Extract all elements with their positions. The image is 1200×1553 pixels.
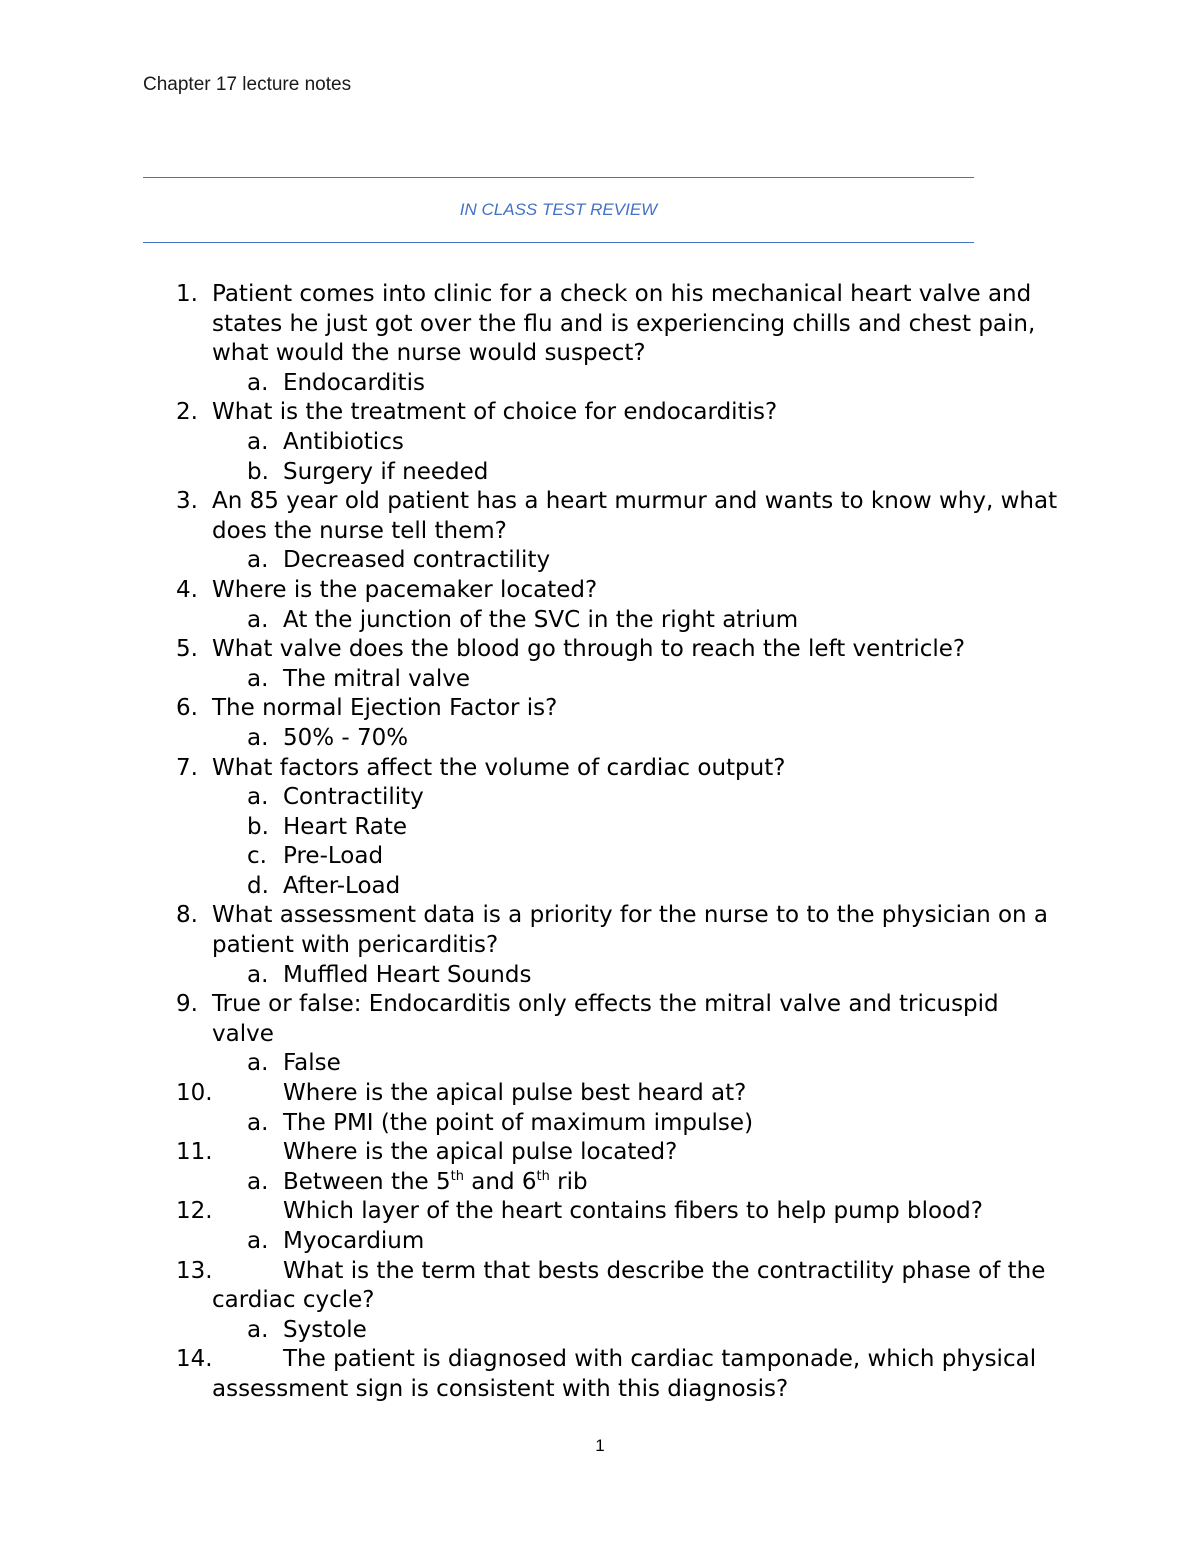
question-item xyxy=(0,901,1200,990)
question-number: 14. xyxy=(176,1346,213,1373)
answer-letter: a. xyxy=(247,784,269,811)
question-text: True or false: Endocarditis only effects the mitral valve and tricuspid valve xyxy=(212,991,999,1047)
answer-list xyxy=(0,724,1200,754)
bottom-divider xyxy=(143,242,974,243)
question-text: What assessment data is a priority for the nurse to to the physician on a patient with pericarditis? xyxy=(212,902,1049,959)
answer-letter: a. xyxy=(247,1228,269,1254)
answer-letter: a. xyxy=(247,1109,269,1136)
answer-item xyxy=(0,961,1200,991)
question-item xyxy=(0,1197,1200,1256)
answer-letter: a. xyxy=(247,369,269,396)
answer-text: Myocardium xyxy=(283,1228,425,1254)
question-text: The patient is diagnosed with cardiac tamponade, which physical assessment sign is consistent with this diagnosis? xyxy=(212,1346,1037,1402)
question-number: 3. xyxy=(176,488,198,515)
question-item xyxy=(0,990,1200,1079)
answer-text: Decreased contractility xyxy=(283,547,551,574)
answer-item xyxy=(0,458,1200,488)
answer-text: Antibiotics xyxy=(283,428,404,455)
answer-text: The PMI (the point of maximum impulse) xyxy=(283,1109,754,1136)
answer-letter: b. xyxy=(247,813,269,840)
answer-list xyxy=(0,546,1200,576)
answer-list xyxy=(0,1227,1200,1257)
answer-item xyxy=(0,1227,1200,1257)
question-number: 9. xyxy=(176,991,198,1018)
question-number: 8. xyxy=(176,902,198,929)
answer-list xyxy=(0,606,1200,636)
question-text: Patient comes into clinic for a check on his mechanical heart valve and states he just got over the flu and is experiencing chills and chest pain, what would the nurse would suspect? xyxy=(212,281,1036,367)
answer-letter: d. xyxy=(247,872,269,899)
answer-text: Endocarditis xyxy=(283,369,425,396)
answer-list xyxy=(0,961,1200,991)
question-text: Where is the apical pulse best heard at? xyxy=(283,1080,747,1107)
answer-item xyxy=(0,1316,1200,1346)
answer-text: Heart Rate xyxy=(283,813,408,840)
answer-list xyxy=(0,1049,1200,1079)
answer-text: False xyxy=(283,1050,341,1077)
question-text: Where is the apical pulse located? xyxy=(283,1139,678,1166)
answer-item xyxy=(0,606,1200,636)
answer-letter: a. xyxy=(247,547,269,574)
answer-item xyxy=(0,872,1200,902)
question-number: 5. xyxy=(176,636,198,663)
question-number: 2. xyxy=(176,399,198,426)
page-number: 1 xyxy=(595,1436,605,1455)
question-number: 11. xyxy=(176,1139,213,1166)
answer-item xyxy=(0,665,1200,695)
answer-letter: a. xyxy=(247,961,269,988)
running-header: Chapter 17 lecture notes xyxy=(143,74,352,95)
answer-letter: a. xyxy=(247,428,269,455)
question-item xyxy=(0,1345,1200,1404)
answer-item xyxy=(0,1168,1200,1198)
question-item xyxy=(0,280,1200,398)
answer-item xyxy=(0,783,1200,813)
answer-text: Surgery if needed xyxy=(283,458,489,485)
answer-item xyxy=(0,842,1200,872)
question-item xyxy=(0,398,1200,487)
answer-text: The mitral valve xyxy=(283,665,471,692)
answer-text: After-Load xyxy=(283,872,401,899)
answer-text: 50% - 70% xyxy=(283,724,409,751)
answer-list xyxy=(0,1109,1200,1139)
section-title: IN CLASS TEST REVIEW xyxy=(459,200,658,219)
answer-letter: a. xyxy=(247,724,269,751)
question-item xyxy=(0,576,1200,635)
question-text: What is the term that bests describe the contractility phase of the cardiac cycle? xyxy=(212,1257,1046,1314)
answer-text: Contractility xyxy=(283,784,424,811)
answer-item xyxy=(0,428,1200,458)
question-item xyxy=(0,1257,1200,1346)
question-item xyxy=(0,1138,1200,1197)
answer-item xyxy=(0,724,1200,754)
top-divider xyxy=(143,177,974,178)
answer-item xyxy=(0,369,1200,399)
answer-list xyxy=(0,428,1200,487)
answer-text: Pre-Load xyxy=(283,843,384,870)
answer-text: At the junction of the SVC in the right atrium xyxy=(283,606,799,633)
answer-item xyxy=(0,813,1200,843)
answer-letter: c. xyxy=(247,843,267,870)
question-number: 4. xyxy=(176,576,198,603)
answer-list xyxy=(0,1168,1200,1198)
question-item xyxy=(0,487,1200,576)
question-number: 12. xyxy=(176,1198,213,1225)
answer-letter: a. xyxy=(247,1316,269,1343)
answer-text: Muffled Heart Sounds xyxy=(283,961,532,988)
question-text: An 85 year old patient has a heart murmur and wants to know why, what does the nurse tell them? xyxy=(212,488,1058,544)
question-item xyxy=(0,754,1200,902)
answer-item xyxy=(0,1049,1200,1079)
answer-list xyxy=(0,1316,1200,1346)
answer-letter: b. xyxy=(247,458,269,485)
question-text: What factors affect the volume of cardiac output? xyxy=(212,754,786,781)
question-text: What valve does the blood go through to reach the left ventricle? xyxy=(212,636,966,663)
answer-item xyxy=(0,1109,1200,1139)
question-text: Where is the pacemaker located? xyxy=(212,576,598,603)
question-item xyxy=(0,694,1200,753)
question-text: What is the treatment of choice for endocarditis? xyxy=(212,399,778,426)
answer-letter: a. xyxy=(247,1050,269,1077)
answer-list xyxy=(0,369,1200,399)
question-item xyxy=(0,1079,1200,1138)
answer-text: Systole xyxy=(283,1316,367,1343)
question-item xyxy=(0,635,1200,694)
answer-letter: a. xyxy=(247,1168,269,1195)
answer-list xyxy=(0,665,1200,695)
question-text: Which layer of the heart contains fibers to help pump blood? xyxy=(283,1198,983,1225)
question-number: 1. xyxy=(176,281,198,307)
question-number: 13. xyxy=(176,1257,213,1284)
answer-text: Between the 5th and 6th rib xyxy=(283,1168,588,1195)
question-number: 6. xyxy=(176,695,198,722)
question-number: 7. xyxy=(176,754,198,781)
answer-list xyxy=(0,783,1200,901)
answer-item xyxy=(0,546,1200,576)
question-list xyxy=(0,280,1200,1405)
question-text: The normal Ejection Factor is? xyxy=(212,695,558,722)
answer-letter: a. xyxy=(247,665,269,692)
answer-letter: a. xyxy=(247,606,269,633)
question-number: 10. xyxy=(176,1080,213,1107)
